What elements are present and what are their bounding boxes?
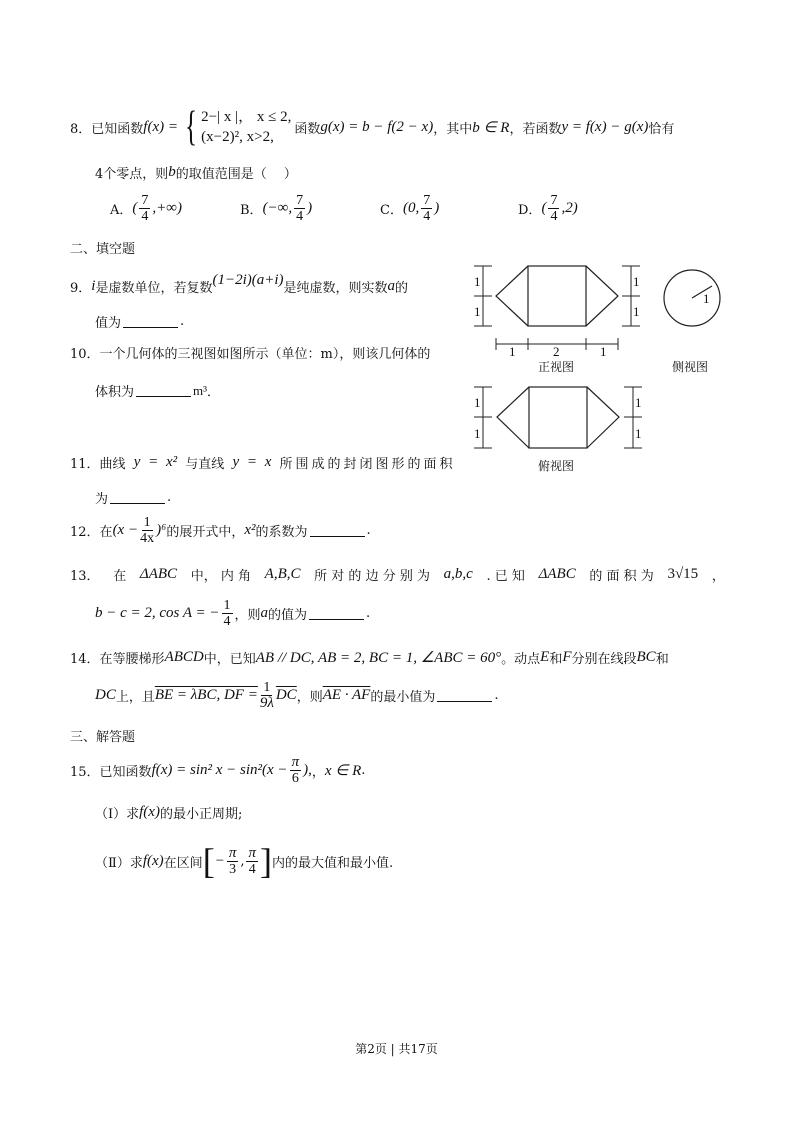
text: 的值为 <box>268 608 308 623</box>
math: f(x) <box>142 852 164 869</box>
numerator: π <box>248 844 256 861</box>
text: . <box>180 314 185 329</box>
top-view-label: 俯视图 <box>538 459 575 473</box>
dim-label: 1 <box>633 274 640 289</box>
dim-label: 1 <box>474 304 481 319</box>
text: 中，已知 <box>203 652 256 667</box>
text: 已知函数 <box>91 121 144 137</box>
math: ,2) <box>561 200 578 216</box>
math: ) <box>307 200 313 216</box>
numerator: π <box>291 754 300 770</box>
option-d <box>518 193 578 224</box>
options-row <box>110 193 578 224</box>
answer-blank <box>123 315 178 328</box>
text: 和 <box>655 652 669 667</box>
math: f(x) <box>139 804 160 820</box>
text: 所围成的封闭图形的面积 <box>279 457 456 472</box>
text: 的系数为 <box>255 525 308 540</box>
text: . <box>361 763 366 778</box>
top-view-square <box>529 387 587 448</box>
dim-label: 1 <box>635 395 642 410</box>
denominator: 6 <box>291 771 299 786</box>
math: − <box>214 852 225 869</box>
text: 所 对 的 边 分 别 为 <box>314 569 430 584</box>
answer-blank <box>437 689 492 702</box>
math: )⁶ <box>156 522 167 538</box>
question-15-part2: （Ⅱ）求 f(x) 在区间 [ − $\frac{\pi}{3}$ , $\frac{\pi}{4}$ ] 内的最大值和最小值. <box>95 841 394 881</box>
math: f(x) = sin² x − sin²(x − <box>151 762 288 778</box>
text: 在区间 <box>163 855 203 871</box>
right-bracket: ] <box>259 841 272 881</box>
numerator: 7 <box>141 193 149 208</box>
text: 一个几何体的三视图如图所示（单位：m），则该几何体的 <box>99 347 431 362</box>
text: 的展开式中， <box>166 525 245 540</box>
text: . <box>366 523 371 538</box>
math: ,+∞) <box>152 200 182 216</box>
answer-blank <box>309 607 364 620</box>
math: E <box>540 649 550 665</box>
option-label: C． <box>380 203 403 218</box>
numerator: 1 <box>263 680 271 695</box>
option-label: D． <box>518 203 542 218</box>
denominator: 4 <box>423 209 431 224</box>
math: i <box>91 278 96 294</box>
question-13-line2 <box>95 598 370 629</box>
text: 中， 内 角 <box>190 569 251 584</box>
top-view-left-cone <box>497 387 529 448</box>
math: DC <box>95 687 116 703</box>
q-num: 13． <box>70 569 100 584</box>
text: ，则 <box>234 608 261 623</box>
math: ( <box>132 200 138 216</box>
math: b <box>168 164 176 180</box>
q-num: 11． <box>70 457 100 472</box>
math: ΔABC <box>538 566 576 582</box>
question-14 <box>70 648 669 667</box>
denominator: 3 <box>229 861 237 877</box>
denominator: 4 <box>550 209 558 224</box>
math: A,B,C <box>264 566 301 582</box>
piecewise <box>181 106 291 148</box>
math: a <box>387 278 396 294</box>
dim-label: 1 <box>474 274 481 289</box>
text: . 已 知 <box>486 569 525 584</box>
math: ) <box>434 200 440 216</box>
numerator: 1 <box>143 515 151 530</box>
question-11-line2 <box>95 488 171 507</box>
brace: { <box>185 104 198 150</box>
dim-label: 1 <box>633 304 640 319</box>
text: 内的最大值和最小值. <box>271 855 394 871</box>
denominator: 4 <box>296 209 304 224</box>
text: ，其中 <box>433 121 473 137</box>
math: y = x² <box>133 454 178 470</box>
math: $\overline{DC}$ <box>275 687 297 703</box>
denominator: 4 <box>223 614 231 629</box>
text: 是纯虚数，则实数 <box>283 281 388 296</box>
math: (1−2i)(a+i) <box>212 272 284 288</box>
text: . <box>366 606 371 621</box>
case-1: 2−| x |， x ≤ 2, <box>201 109 292 125</box>
text: 上，且 <box>115 690 155 705</box>
answer-blank <box>310 524 365 537</box>
question-10-line2 <box>95 381 220 400</box>
q-num: 10． <box>70 347 100 362</box>
math: y = f(x) − g(x) <box>561 118 649 135</box>
math: F <box>562 649 572 665</box>
text: （Ⅱ）求 <box>95 855 143 871</box>
math: a <box>260 605 269 621</box>
math: x² <box>244 522 256 538</box>
case-2: (x−2)², x>2, <box>201 129 274 145</box>
unit: m³ <box>193 382 208 398</box>
question-15 <box>70 755 365 786</box>
text: 分别在线段 <box>571 652 637 667</box>
q-num: 14． <box>70 652 100 667</box>
left-bracket: [ <box>202 841 215 881</box>
numerator: 7 <box>423 193 431 208</box>
question-8-line2 <box>95 163 297 182</box>
question-11 <box>70 453 456 472</box>
answer-blank <box>136 384 191 397</box>
section-heading-fill-in: 二、填空题 <box>70 242 136 257</box>
math: ΔABC <box>139 566 178 582</box>
q-num: 8． <box>70 121 92 137</box>
math: BE = λBC, DF = <box>154 687 258 703</box>
math: a,b,c <box>443 566 473 582</box>
math: y = x <box>232 454 272 470</box>
question-9-line2 <box>95 312 184 331</box>
math: ( <box>541 200 547 216</box>
q-num: 12． <box>70 525 100 540</box>
text: 为 <box>95 492 109 507</box>
math: f(x) = <box>143 118 178 135</box>
radius-label: 1 <box>703 291 710 306</box>
option-b <box>240 193 380 224</box>
text: ，若函数 <box>509 121 562 137</box>
text: ． <box>207 385 221 400</box>
numerator: π <box>228 844 237 861</box>
front-view-left-cone <box>496 266 528 326</box>
math: ABCD <box>164 649 204 665</box>
text: 曲线 <box>99 457 126 472</box>
text: 已知函数 <box>99 765 152 780</box>
text: 恰有 <box>648 121 675 137</box>
question-9 <box>70 272 409 296</box>
question-10 <box>70 343 430 362</box>
text: ， <box>311 765 325 780</box>
denominator: 4x <box>140 531 155 546</box>
math: b − c = 2, cos A = − <box>95 605 220 621</box>
text: 函数 <box>294 121 321 137</box>
q-num: 9． <box>70 281 92 296</box>
numerator: 7 <box>296 193 304 208</box>
text: 的取值范围是（ ） <box>175 167 297 182</box>
dim-label: 1 <box>474 426 481 441</box>
text: 在等腰梯形 <box>99 652 165 667</box>
dim-label: 1 <box>474 395 481 410</box>
text: ， <box>711 569 725 584</box>
text: . <box>494 688 499 703</box>
q-num: 15． <box>70 765 100 780</box>
dim-label: 1 <box>600 344 607 359</box>
text: 的最小正周期; <box>159 807 243 822</box>
section-heading-answer: 三、解答题 <box>70 730 136 745</box>
numerator: 1 <box>223 598 231 613</box>
dim-label: 1 <box>509 344 516 359</box>
front-view-square <box>528 266 586 326</box>
text: （Ⅰ）求 <box>95 807 140 822</box>
question-13 <box>70 565 725 584</box>
math: g(x) = b − f(2 − x) <box>320 118 434 135</box>
page-footer: 第2页 | 共17页 <box>355 1042 438 1056</box>
math: (x − <box>112 522 139 538</box>
text: 与直线 <box>185 457 225 472</box>
denominator: 4 <box>248 861 256 877</box>
text: 的最小值为 <box>370 690 436 705</box>
option-a <box>110 193 240 224</box>
question-14-line2 <box>95 680 499 711</box>
option-label: A． <box>110 203 133 218</box>
side-view-label: 侧视图 <box>672 360 709 374</box>
math: x ∈ R <box>324 763 362 779</box>
text: 的 <box>395 281 409 296</box>
math: 3√15 <box>667 566 699 582</box>
text: 在 <box>113 569 127 584</box>
math: AB // DC, AB = 2, BC = 1, ∠ABC = 60° <box>255 650 502 666</box>
denominator: 9λ <box>259 695 274 711</box>
text: 4个零点，则 <box>95 167 169 182</box>
option-c <box>380 193 518 224</box>
answer-blank <box>110 491 165 504</box>
text: 在 <box>99 525 113 540</box>
front-view-right-cone <box>586 266 618 326</box>
math: b ∈ R <box>472 119 510 136</box>
text: 体积为 <box>95 385 135 400</box>
option-label: B． <box>240 203 263 218</box>
denominator: 4 <box>141 209 149 224</box>
numerator: 7 <box>550 193 558 208</box>
text: . <box>167 490 172 505</box>
math: AE · AF <box>322 687 371 703</box>
math: ), <box>303 762 312 778</box>
text: 和 <box>549 652 563 667</box>
top-view-right-cone <box>587 387 619 448</box>
dim-label: 1 <box>635 426 642 441</box>
three-view-figure <box>460 250 740 480</box>
text: 。动点 <box>501 652 541 667</box>
text: ，则 <box>296 690 323 705</box>
math: (0, <box>402 200 420 216</box>
front-view-label: 正视图 <box>538 360 575 374</box>
question-12 <box>70 515 371 546</box>
dim-label: 2 <box>553 344 560 359</box>
text: 的 面 积 为 <box>589 569 654 584</box>
text: 是虚数单位，若复数 <box>95 281 213 296</box>
math: BC <box>636 649 656 665</box>
question-8 <box>70 106 674 148</box>
text: 值为 <box>95 316 122 331</box>
question-15-part1 <box>95 803 242 822</box>
math: (−∞, <box>262 200 293 216</box>
